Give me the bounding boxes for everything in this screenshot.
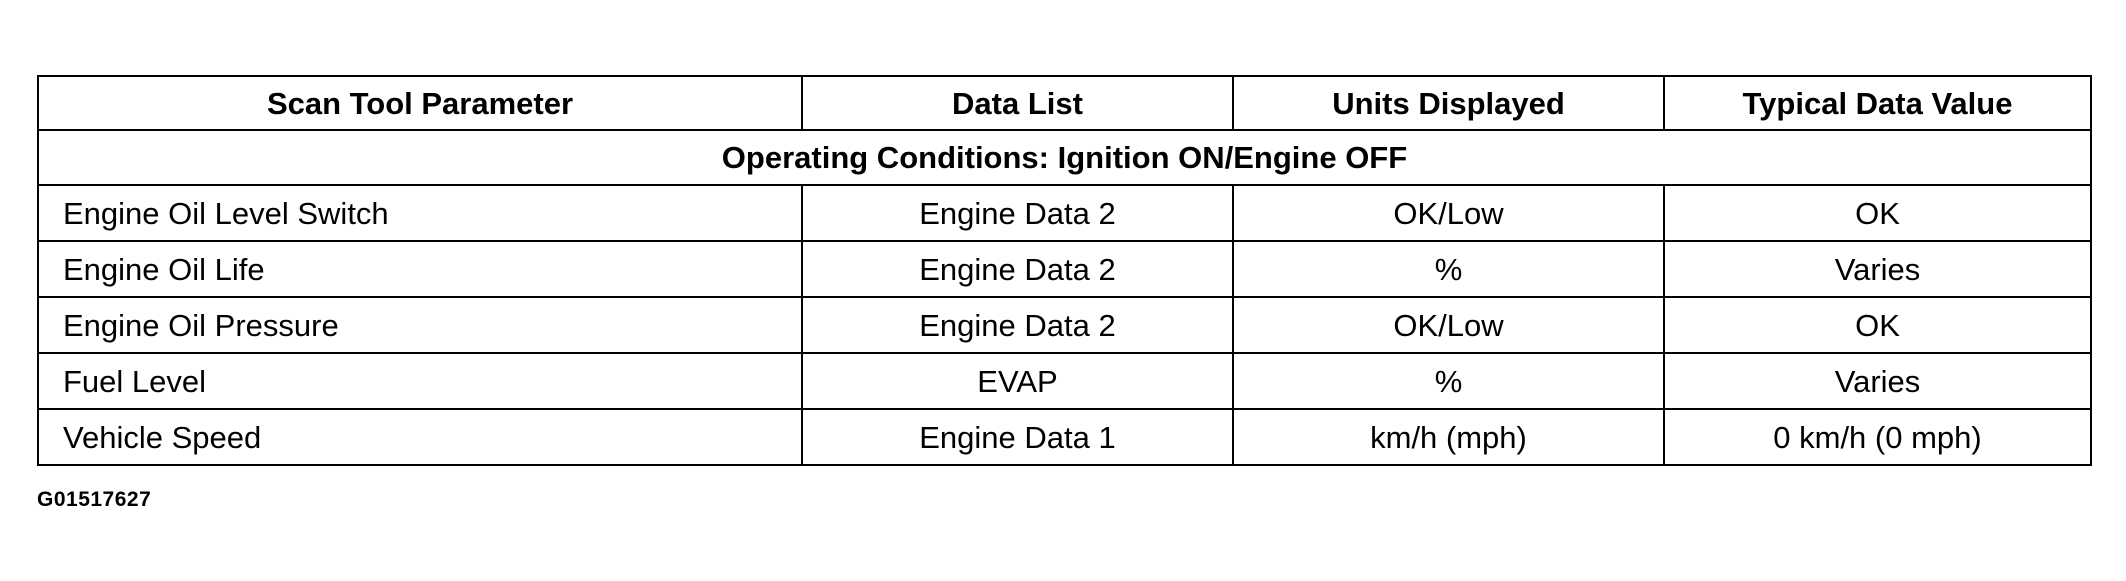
table-row [38,297,2091,353]
cell-units: OK/Low [1233,185,1664,241]
cell-typical-value: 0 km/h (0 mph) [1664,409,2091,465]
scan-tool-data-table-container [37,75,2090,466]
cell-typical-value: Varies [1664,241,2091,297]
cell-units: OK/Low [1233,297,1664,353]
figure-id-label: G01517627 [37,488,152,511]
cell-units: % [1233,241,1664,297]
header-typical-data-value: Typical Data Value [1664,76,2091,130]
cell-data-list: Engine Data 2 [802,241,1233,297]
header-units-displayed: Units Displayed [1233,76,1664,130]
cell-data-list: EVAP [802,353,1233,409]
cell-parameter: Fuel Level [38,353,802,409]
operating-conditions-row [38,130,2091,185]
header-data-list: Data List [802,76,1233,130]
cell-parameter: Engine Oil Pressure [38,297,802,353]
table-row [38,353,2091,409]
cell-parameter: Engine Oil Life [38,241,802,297]
cell-data-list: Engine Data 2 [802,185,1233,241]
cell-parameter: Vehicle Speed [38,409,802,465]
table-row [38,185,2091,241]
table-row [38,409,2091,465]
cell-typical-value: OK [1664,185,2091,241]
table-row [38,241,2091,297]
cell-data-list: Engine Data 2 [802,297,1233,353]
cell-units: km/h (mph) [1233,409,1664,465]
header-scan-tool-parameter: Scan Tool Parameter [38,76,802,130]
scan-tool-data-table [37,75,2092,466]
cell-typical-value: Varies [1664,353,2091,409]
cell-typical-value: OK [1664,297,2091,353]
cell-data-list: Engine Data 1 [802,409,1233,465]
cell-units: % [1233,353,1664,409]
operating-conditions-label: Operating Conditions: Ignition ON/Engine OFF [38,130,2091,185]
cell-parameter: Engine Oil Level Switch [38,185,802,241]
table-header-row [38,76,2091,130]
